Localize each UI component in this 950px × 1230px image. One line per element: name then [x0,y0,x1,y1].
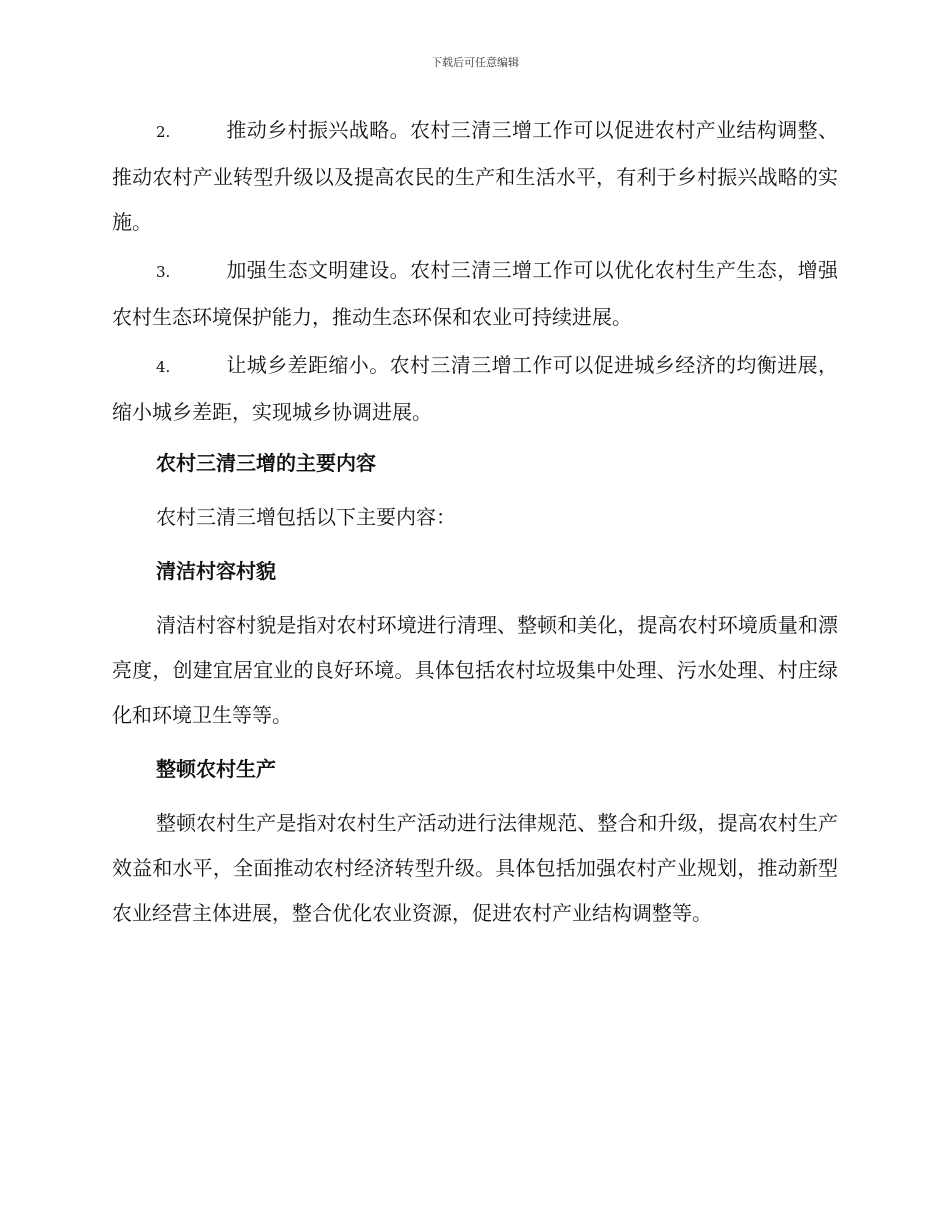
section-heading-main: 农村三清三增的主要内容 [156,451,376,475]
list-item [112,343,838,435]
section-intro: 农村三清三增包括以下主要内容： [156,505,456,529]
list-item [112,248,838,340]
section-heading-production: 整顿农村生产 [156,757,276,781]
section-heading-clean: 清洁村容村貌 [156,559,276,583]
list-item-text: 推动乡村振兴战略。农村三清三增工作可以促进农村产业结构调整、推动农村产业转型升级以及提高农民的生产和生活水平，有利于乡村振兴战略的实施。 [112,118,838,234]
list-item-number: 3. [156,263,171,281]
list-item-text: 让城乡差距缩小。农村三清三增工作可以促进城乡经济的均衡进展，缩小城乡差距，实现城乡协调进展。 [112,353,838,424]
list-item-text: 加强生态文明建设。农村三清三增工作可以优化农村生产生态，增强农村生态环境保护能力，推动生态环保和农业可持续进展。 [112,258,838,329]
list-item [112,108,838,245]
page-header: 下载后可任意编辑 [431,56,519,69]
list-item-number: 4. [156,358,171,376]
section-body-production: 整顿农村生产是指对农村生产活动进行法律规范、整合和升级，提高农村生产效益和水平，全面推动农村经济转型升级。具体包括加强农村产业规划，推动新型农业经营主体进展，整合优化农业资源，促进农村产业结构调整等。 [112,811,838,925]
document-body [112,108,838,945]
section-body-clean: 清洁村容村貌是指对农村环境进行清理、整顿和美化，提高农村环境质量和漂亮度，创建宜居宜业的良好环境。具体包括农村垃圾集中处理、污水处理、村庄绿化和环境卫生等等。 [112,613,838,727]
list-item-number: 2. [156,123,171,141]
